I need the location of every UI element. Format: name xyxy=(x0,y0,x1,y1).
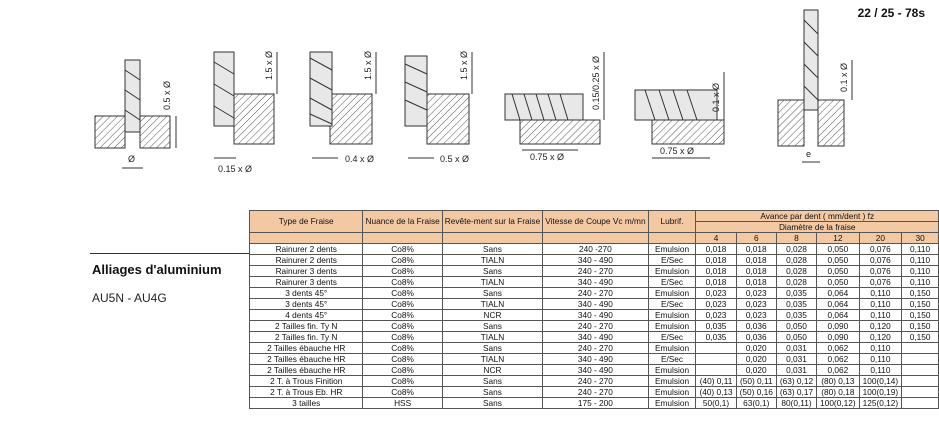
header-diameter-4: 20 xyxy=(859,233,902,244)
cell-feed-4: 125(0,12) xyxy=(859,398,902,409)
header-spacer xyxy=(648,233,696,244)
table-row xyxy=(250,299,939,310)
cell-type: 2 T. à Trous Eb. HR xyxy=(250,387,363,398)
diagram-face-milling-2 xyxy=(635,72,724,158)
cell-speed: 240 - 270 xyxy=(543,321,648,332)
cell-feed-5 xyxy=(902,398,939,409)
cell-feed-3: 0,090 xyxy=(817,332,860,343)
cell-speed: 240 - 270 xyxy=(543,343,648,354)
header-feed: Avance par dent ( mm/dent ) fz xyxy=(696,211,939,222)
cell-feed-4: 0,110 xyxy=(859,354,902,365)
cell-feed-5: 0,150 xyxy=(902,321,939,332)
cell-feed-5: 0,110 xyxy=(902,277,939,288)
cell-type: Rainurer 3 dents xyxy=(250,266,363,277)
cell-type: Rainurer 3 dents xyxy=(250,277,363,288)
header-type: Type de Fraise xyxy=(250,211,363,233)
cell-lub: E/Sec xyxy=(648,299,696,310)
header-diameter-2: 8 xyxy=(776,233,816,244)
cell-grade: Co8% xyxy=(363,266,442,277)
cell-feed-5: 0,150 xyxy=(902,299,939,310)
cell-feed-2: 0,035 xyxy=(776,310,816,321)
header-spacer xyxy=(442,233,542,244)
cell-feed-1: 0,018 xyxy=(736,266,776,277)
cell-feed-4: 0,110 xyxy=(859,343,902,354)
header-diameter-1: 6 xyxy=(736,233,776,244)
cell-grade: Co8% xyxy=(363,365,442,376)
cell-lub: Emulsion xyxy=(648,288,696,299)
cell-speed: 240 - 270 xyxy=(543,266,648,277)
cell-lub: E/Sec xyxy=(648,354,696,365)
cell-feed-4: 0,120 xyxy=(859,332,902,343)
cell-lub: Emulsion xyxy=(648,321,696,332)
cell-type: Rainurer 2 dents xyxy=(250,244,363,255)
cell-type: 2 Tailles ébauche HR xyxy=(250,354,363,365)
cell-feed-0 xyxy=(696,365,736,376)
cell-feed-3: (80) 0,18 xyxy=(817,387,860,398)
diagram-label-1: 0.5 x Ø xyxy=(162,80,172,110)
cell-feed-3: 0,090 xyxy=(817,321,860,332)
cell-coating: Sans xyxy=(442,266,542,277)
cell-type: 3 dents 45° xyxy=(250,288,363,299)
cell-grade: Co8% xyxy=(363,332,442,343)
cell-feed-5 xyxy=(902,376,939,387)
table-row xyxy=(250,354,939,365)
cell-feed-2: 0,050 xyxy=(776,321,816,332)
header-spacer xyxy=(250,233,363,244)
cell-coating: Sans xyxy=(442,321,542,332)
cell-lub: Emulsion xyxy=(648,266,696,277)
cell-feed-3: 100(0,12) xyxy=(817,398,860,409)
cell-feed-4: 0,110 xyxy=(859,365,902,376)
diagram-label-6: 1.5 x Ø xyxy=(459,50,469,80)
header-diameter-5: 30 xyxy=(902,233,939,244)
table-row xyxy=(250,288,939,299)
cell-coating: TIALN xyxy=(442,277,542,288)
cell-feed-1: 0,018 xyxy=(736,244,776,255)
header-lubricant: Lubrif. xyxy=(648,211,696,233)
cell-feed-2: 0,031 xyxy=(776,354,816,365)
diagram-label-12: 0.1 x Ø xyxy=(839,62,849,92)
cell-feed-0: 0,023 xyxy=(696,310,736,321)
cell-feed-0: 0,018 xyxy=(696,266,736,277)
cell-grade: Co8% xyxy=(363,321,442,332)
cell-lub: E/Sec xyxy=(648,255,696,266)
cell-lub: Emulsion xyxy=(648,398,696,409)
cell-feed-5 xyxy=(902,354,939,365)
cell-feed-4: 0,120 xyxy=(859,321,902,332)
cell-coating: Sans xyxy=(442,387,542,398)
cell-feed-1: 0,018 xyxy=(736,277,776,288)
cell-type: 2 Tailles fin. Ty N xyxy=(250,332,363,343)
cell-feed-0: 0,018 xyxy=(696,277,736,288)
cell-feed-4: 0,110 xyxy=(859,299,902,310)
milling-diagrams xyxy=(0,0,939,205)
cell-feed-4: 0,076 xyxy=(859,277,902,288)
cell-grade: Co8% xyxy=(363,277,442,288)
cell-coating: Sans xyxy=(442,288,542,299)
cell-speed: 340 - 490 xyxy=(543,299,648,310)
cell-feed-1: 0,018 xyxy=(736,255,776,266)
cell-feed-0: 50(0,1) xyxy=(696,398,736,409)
cell-coating: Sans xyxy=(442,244,542,255)
table-row xyxy=(250,277,939,288)
cell-feed-3: 0,062 xyxy=(817,354,860,365)
cell-speed: 240 -270 xyxy=(543,244,648,255)
cell-feed-1: 0,036 xyxy=(736,332,776,343)
cell-feed-0: (40) 0,11 xyxy=(696,376,736,387)
cell-coating: NCR xyxy=(442,365,542,376)
cell-coating: NCR xyxy=(442,310,542,321)
cell-feed-4: 0,076 xyxy=(859,244,902,255)
cell-feed-4: 0,110 xyxy=(859,310,902,321)
diagram-label-3: 0.15 x Ø xyxy=(218,164,253,174)
cell-feed-2: 0,028 xyxy=(776,277,816,288)
cell-lub: E/Sec xyxy=(648,332,696,343)
cell-type: 3 tailles xyxy=(250,398,363,409)
cell-coating: Sans xyxy=(442,376,542,387)
header-spacer xyxy=(543,233,648,244)
cell-feed-1: 0,036 xyxy=(736,321,776,332)
table-row xyxy=(250,266,939,277)
cell-type: 2 Tailles ébauche HR xyxy=(250,343,363,354)
cell-feed-3: 0,050 xyxy=(817,244,860,255)
cell-feed-4: 0,076 xyxy=(859,255,902,266)
diagram-slot-milling xyxy=(95,60,176,168)
cell-speed: 240 - 270 xyxy=(543,387,648,398)
table-row xyxy=(250,343,939,354)
cell-speed: 340 - 490 xyxy=(543,277,648,288)
header-diameter-3: 12 xyxy=(817,233,860,244)
cell-feed-0: 0,035 xyxy=(696,332,736,343)
table-body xyxy=(250,244,939,409)
alloy-block xyxy=(92,262,252,305)
cell-speed: 240 - 270 xyxy=(543,376,648,387)
cell-speed: 340 - 490 xyxy=(543,354,648,365)
header-spacer xyxy=(363,233,442,244)
cell-grade: Co8% xyxy=(363,354,442,365)
cell-lub: Emulsion xyxy=(648,387,696,398)
cell-grade: Co8% xyxy=(363,343,442,354)
header-speed: Vitesse de Coupe Vc m/mn xyxy=(543,211,648,233)
cell-feed-0 xyxy=(696,354,736,365)
diagram-label-11: 0.75 x Ø xyxy=(660,146,695,156)
cell-feed-2: 0,035 xyxy=(776,299,816,310)
cell-feed-2: 0,031 xyxy=(776,343,816,354)
cell-grade: Co8% xyxy=(363,387,442,398)
cell-feed-2: 0,028 xyxy=(776,266,816,277)
diagram-label-13: e xyxy=(806,149,812,159)
cell-feed-0: 0,018 xyxy=(696,244,736,255)
cell-grade: Co8% xyxy=(363,299,442,310)
cell-type: 3 dents 45° xyxy=(250,299,363,310)
cell-coating: TIALN xyxy=(442,255,542,266)
header-diameter: Diamètre de la fraise xyxy=(696,222,939,233)
cell-feed-3: 0,064 xyxy=(817,288,860,299)
diagram-side-milling-2 xyxy=(310,51,376,164)
cell-feed-3: 0,050 xyxy=(817,255,860,266)
table-row xyxy=(250,332,939,343)
cell-feed-3: (80) 0,13 xyxy=(817,376,860,387)
cell-feed-0: 0,023 xyxy=(696,288,736,299)
alloy-name: Alliages d'aluminium xyxy=(92,262,222,277)
diagram-label-8: 0.15/0.25 x Ø xyxy=(591,55,601,110)
cell-feed-0: 0,023 xyxy=(696,299,736,310)
diagram-label-9: 0.75 x Ø xyxy=(530,152,565,162)
cell-lub: Emulsion xyxy=(648,365,696,376)
cell-type: 2 T. à Trous Finition xyxy=(250,376,363,387)
cell-coating: TIALN xyxy=(442,332,542,343)
diagram-label-5: 0.4 x Ø xyxy=(345,154,375,164)
alloy-grades: AU5N - AU4G xyxy=(92,291,167,305)
cell-speed: 240 - 270 xyxy=(543,288,648,299)
diagram-label-0: Ø xyxy=(128,154,136,164)
cell-feed-3: 0,062 xyxy=(817,365,860,376)
header-grade: Nuance de la Fraise xyxy=(363,211,442,233)
cell-speed: 340 - 490 xyxy=(543,332,648,343)
cell-feed-2: 80(0,11) xyxy=(776,398,816,409)
cell-speed: 175 - 200 xyxy=(543,398,648,409)
header-diameter-0: 4 xyxy=(696,233,736,244)
cell-feed-5 xyxy=(902,387,939,398)
cell-speed: 340 - 490 xyxy=(543,310,648,321)
cell-lub: Emulsion xyxy=(648,376,696,387)
cell-feed-2: 0,028 xyxy=(776,244,816,255)
cell-type: Rainurer 2 dents xyxy=(250,255,363,266)
table-row xyxy=(250,244,939,255)
cell-feed-3: 0,050 xyxy=(817,266,860,277)
table-row xyxy=(250,255,939,266)
cell-feed-2: 0,031 xyxy=(776,365,816,376)
cell-feed-4: 0,110 xyxy=(859,288,902,299)
cell-feed-5 xyxy=(902,343,939,354)
cell-type: 2 Tailles ébauche HR xyxy=(250,365,363,376)
cell-feed-5 xyxy=(902,365,939,376)
table-row xyxy=(250,365,939,376)
cell-feed-2: 0,035 xyxy=(776,288,816,299)
slide-counter: 22 / 25 - 78s xyxy=(857,6,925,20)
cell-feed-1: 0,020 xyxy=(736,365,776,376)
cell-feed-1: 63(0,1) xyxy=(736,398,776,409)
cell-feed-1: 0,023 xyxy=(736,299,776,310)
cutting-data-table xyxy=(249,210,939,409)
cell-coating: TIALN xyxy=(442,354,542,365)
cell-feed-3: 0,062 xyxy=(817,343,860,354)
cell-feed-0: 0,018 xyxy=(696,255,736,266)
diagram-label-2: 1.5 x Ø xyxy=(264,50,274,80)
diagram-side-milling-3 xyxy=(405,51,472,164)
cell-lub: Emulsion xyxy=(648,244,696,255)
cell-feed-0: (40) 0,13 xyxy=(696,387,736,398)
cell-grade: HSS xyxy=(363,398,442,409)
cell-feed-1: (50) 0,16 xyxy=(736,387,776,398)
header-coating: Revête-ment sur la Fraise xyxy=(442,211,542,233)
cell-feed-4: 0,076 xyxy=(859,266,902,277)
cell-feed-2: (63) 0,17 xyxy=(776,387,816,398)
diagram-label-10: 0.1 x Ø xyxy=(711,82,721,112)
cell-type: 4 dents 45° xyxy=(250,310,363,321)
cell-feed-3: 0,050 xyxy=(817,277,860,288)
table-row xyxy=(250,376,939,387)
cell-feed-5: 0,150 xyxy=(902,288,939,299)
cell-feed-3: 0,064 xyxy=(817,299,860,310)
cell-feed-2: 0,028 xyxy=(776,255,816,266)
diagram-disc-milling xyxy=(778,10,852,162)
cell-feed-1: 0,020 xyxy=(736,354,776,365)
alloy-divider xyxy=(90,253,250,254)
cell-feed-1: 0,023 xyxy=(736,288,776,299)
cell-feed-1: 0,023 xyxy=(736,310,776,321)
cell-coating: Sans xyxy=(442,343,542,354)
cell-speed: 340 - 490 xyxy=(543,365,648,376)
cell-feed-5: 0,110 xyxy=(902,266,939,277)
cell-feed-1: (50) 0,11 xyxy=(736,376,776,387)
cell-feed-1: 0,020 xyxy=(736,343,776,354)
cell-feed-4: 100(0,14) xyxy=(859,376,902,387)
cell-grade: Co8% xyxy=(363,310,442,321)
cell-feed-5: 0,150 xyxy=(902,332,939,343)
cell-grade: Co8% xyxy=(363,255,442,266)
cell-feed-4: 100(0,19) xyxy=(859,387,902,398)
cell-feed-5: 0,110 xyxy=(902,244,939,255)
cell-coating: TIALN xyxy=(442,299,542,310)
table-row xyxy=(250,387,939,398)
cell-speed: 340 - 490 xyxy=(543,255,648,266)
table-row xyxy=(250,310,939,321)
cell-grade: Co8% xyxy=(363,288,442,299)
table-row xyxy=(250,321,939,332)
cell-lub: E/Sec xyxy=(648,277,696,288)
diagram-face-milling-1 xyxy=(505,52,604,162)
cell-grade: Co8% xyxy=(363,376,442,387)
cell-lub: Emulsion xyxy=(648,343,696,354)
cell-lub: Emulsion xyxy=(648,310,696,321)
cell-coating: Sans xyxy=(442,398,542,409)
cell-feed-5: 0,110 xyxy=(902,255,939,266)
cell-feed-0: 0,035 xyxy=(696,321,736,332)
cell-type: 2 Tailles fin. Ty N xyxy=(250,321,363,332)
diagram-side-milling-1 xyxy=(214,51,277,174)
cell-feed-2: (63) 0,12 xyxy=(776,376,816,387)
cell-grade: Co8% xyxy=(363,244,442,255)
cell-feed-5: 0,150 xyxy=(902,310,939,321)
cell-feed-0 xyxy=(696,343,736,354)
cell-feed-2: 0,050 xyxy=(776,332,816,343)
diagram-label-7: 0.5 x Ø xyxy=(440,154,470,164)
cell-feed-3: 0,064 xyxy=(817,310,860,321)
table-row xyxy=(250,398,939,409)
diagram-label-4: 1.5 x Ø xyxy=(363,50,373,80)
